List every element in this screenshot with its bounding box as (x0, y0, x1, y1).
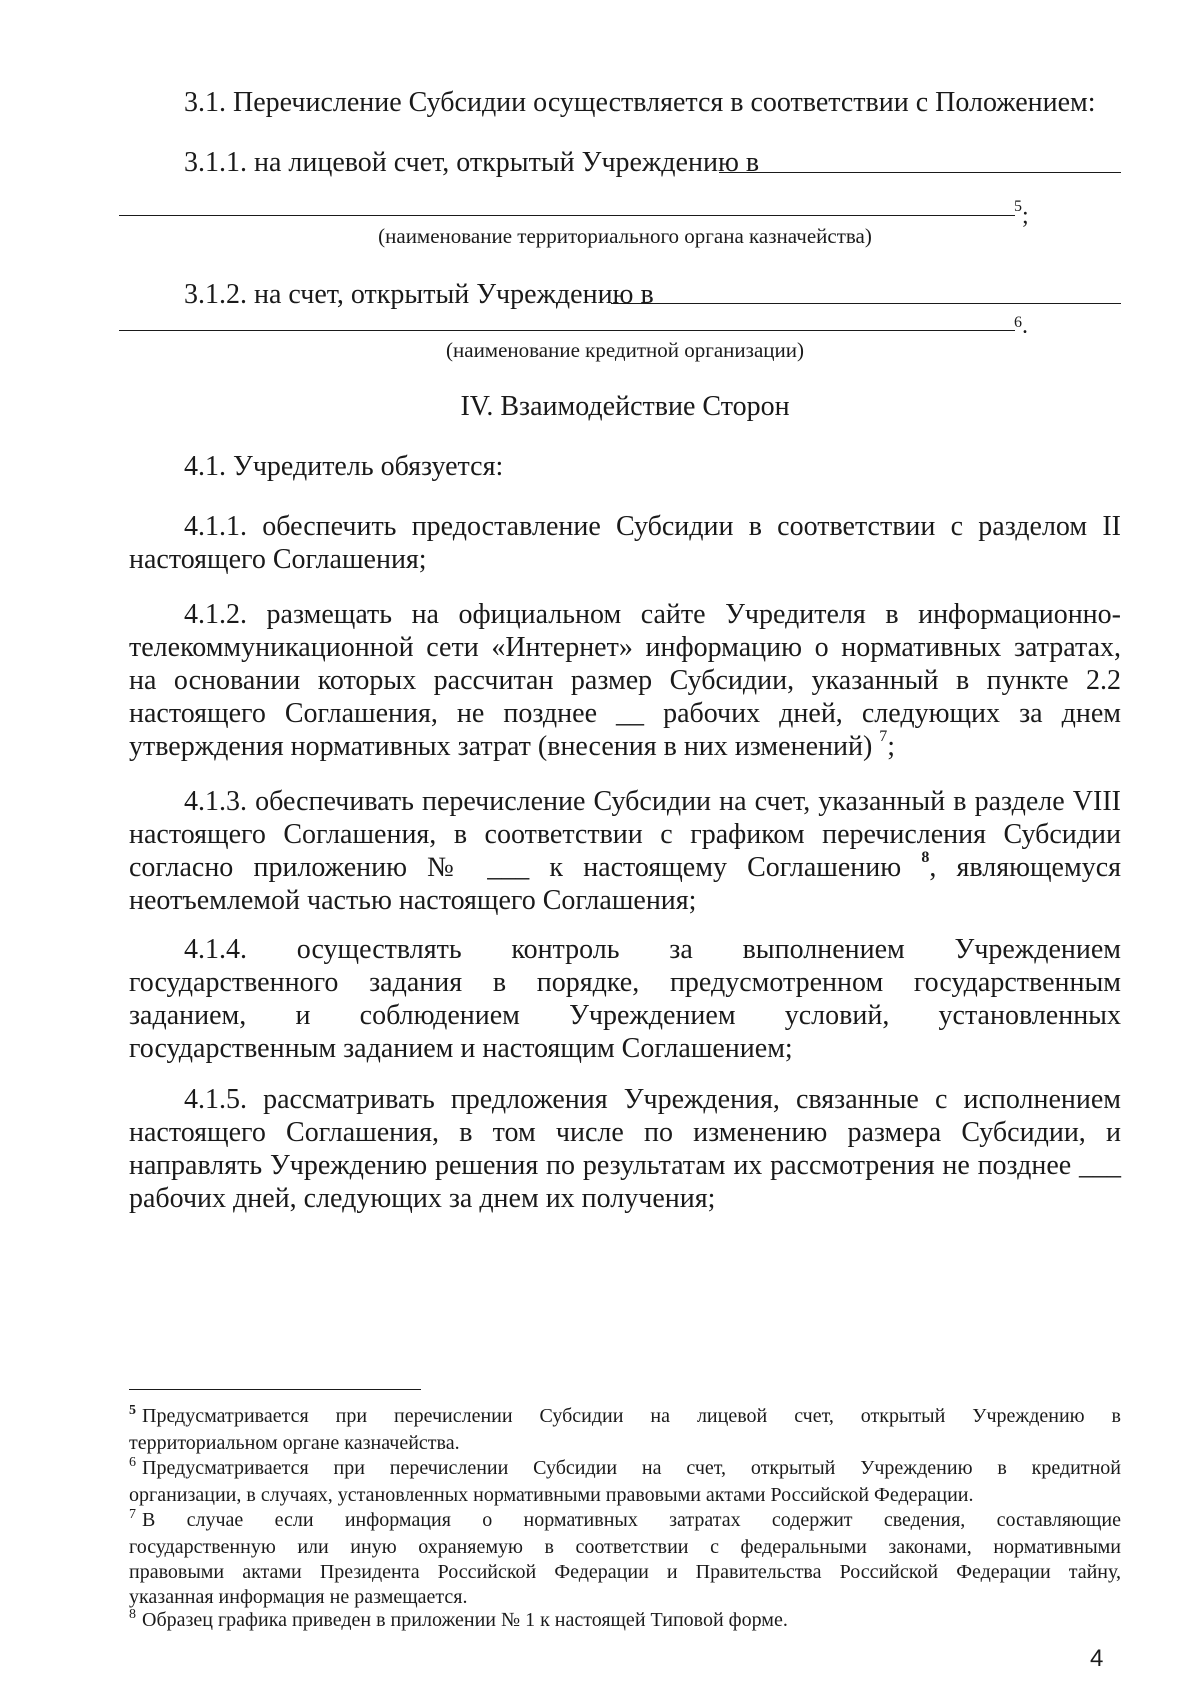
para-4-1-5 (129, 1083, 1121, 1215)
para-4-1-4 (129, 933, 1121, 1065)
para-4-1-1-line: настоящего Соглашения; (129, 544, 427, 575)
para-4-1-3-tail: , являющемуся (929, 852, 1121, 883)
footnote-text: территориальном органе казначейства. (129, 1432, 460, 1454)
footnote-ref-7: 7 (879, 728, 888, 745)
para-4-1-1-line: 4.1.1. обеспечить предоставление Субсидии в соответствии с разделом II (184, 511, 1121, 542)
para-3-1-1 (129, 146, 1176, 179)
footnote-text: указанная информация не размещается. (129, 1586, 468, 1608)
para-4-1-2-line: настоящего Соглашения, не позднее __ рабочих дней, следующих за днем (129, 698, 1121, 729)
para-4-1-5-line: 4.1.5. рассматривать предложения Учреждения, связанные с исполнением (184, 1084, 1121, 1115)
footnote-8 (129, 1608, 1121, 1635)
para-4-1-5-line: рабочих дней, следующих за днем их получения; (129, 1183, 716, 1214)
para-4-1-2-last-line (129, 730, 1121, 763)
para-4-1: 4.1. Учредитель обязуется: (184, 451, 504, 482)
para-4-1-3 (129, 785, 1121, 917)
footnote-number: 7 (129, 1507, 136, 1522)
para-4-1-4-line: заданием, и соблюдением Учреждением условий, установленных (129, 1000, 1121, 1031)
caption-bank: (наименование кредитной организации) (446, 338, 804, 362)
footnote-7 (129, 1508, 1121, 1610)
para-4-1-3-line-3 (129, 851, 1121, 884)
footnote-text: Образец графика приведен в приложении № 1 к настоящей Типовой форме. (142, 1609, 788, 1631)
footnote-text: правовыми актами Президента Российской Федерации и Правительства Российской Федерации тайну, (129, 1561, 1121, 1583)
blank-line-bank-2 (119, 330, 1015, 331)
para-4-1-3-line: настоящего Соглашения, в соответствии с графиком перечисления Субсидии (129, 819, 1121, 850)
para-4-1-3-line: 4.1.3. обеспечивать перечисление Субсидии на счет, указанный в разделе VIII (184, 786, 1121, 817)
footnote-line (129, 1508, 1121, 1535)
footnote-line (129, 1404, 1121, 1431)
para-4-1-3-line: согласно приложению № ___ к настоящему Соглашению (129, 852, 902, 883)
footnote-separator (129, 1389, 421, 1390)
para-3-1-2-end: . (1022, 313, 1028, 339)
para-4-1-2-line: на основании которых рассчитан размер Субсидии, указанный в пункте 2.2 (129, 665, 1121, 696)
para-4-1-2-end: ; (887, 731, 896, 762)
para-4-1-2-line: 4.1.2. размещать на официальном сайте Учредителя в информационно- (184, 599, 1121, 630)
footnote-ref-6: 6 (1014, 314, 1022, 331)
footnote-text: Предусматривается при перечислении Субсидии на лицевой счет, открытый Учреждению в (142, 1405, 1121, 1427)
footnote-6 (129, 1456, 1121, 1508)
para-3-1-1-text: 3.1.1. на лицевой счет, открытый Учреждению в (184, 147, 760, 178)
footnote-ref-8: 8 (921, 849, 930, 866)
caption-treasury: (наименование территориального органа казначейства) (378, 224, 872, 248)
para-4-1-5-line: направлять Учреждению решения по результатам их рассмотрения не позднее ___ (129, 1150, 1121, 1181)
blank-line-treasury-1 (719, 172, 1121, 173)
para-4-1-2 (129, 598, 1121, 763)
blank-line-bank-1 (611, 303, 1121, 304)
page-number: 4 (1090, 1645, 1104, 1672)
footnote-5 (129, 1404, 1121, 1456)
para-4-1-1 (129, 510, 1121, 576)
footnote-text: В случае если информация о нормативных затратах содержит сведения, составляющие (142, 1509, 1121, 1531)
para-3-1-2-text: 3.1.2. на счет, открытый Учреждению в (184, 279, 654, 310)
para-4-1-3-line: неотъемлемой частью настоящего Соглашения; (129, 885, 697, 916)
blank-line-treasury-2 (119, 215, 1015, 216)
para-4-1-5-line: настоящего Соглашения, в том числе по изменению размера Субсидии, и (129, 1117, 1121, 1148)
para-4-1-2-line: утверждения нормативных затрат (внесения в них изменений) (129, 731, 873, 762)
para-4-1-4-line: 4.1.4. осуществлять контроль за выполнением Учреждением (184, 934, 1121, 965)
footnote-line (129, 1608, 1121, 1635)
footnote-number: 6 (129, 1455, 136, 1470)
footnote-text: государственную или иную охраняемую в соответствии с федеральными законами, нормативными (129, 1536, 1121, 1558)
para-4-1-4-line: государственного задания в порядке, предусмотренном государственным (129, 967, 1121, 998)
para-3-1-1-end: ; (1022, 203, 1029, 229)
para-4-1-2-line: телекоммуникационной сети «Интернет» информацию о нормативных затратах, (129, 632, 1121, 663)
footnote-line (129, 1456, 1121, 1483)
footnote-number: 8 (129, 1607, 136, 1622)
para-4-1-4-line: государственным заданием и настоящим Соглашением; (129, 1033, 793, 1064)
footnote-text: организации, в случаях, установленных нормативными правовыми актами Российской Федерации. (129, 1484, 974, 1506)
section-heading: IV. Взаимодействие Сторон (460, 391, 790, 422)
footnote-text: Предусматривается при перечислении Субсидии на счет, открытый Учреждению в кредитной (142, 1457, 1121, 1479)
footnote-number: 5 (129, 1403, 136, 1418)
para-3-1: 3.1. Перечисление Субсидии осуществляется в соответствии с Положением: (184, 87, 1096, 118)
footnote-ref-5: 5 (1014, 198, 1022, 215)
